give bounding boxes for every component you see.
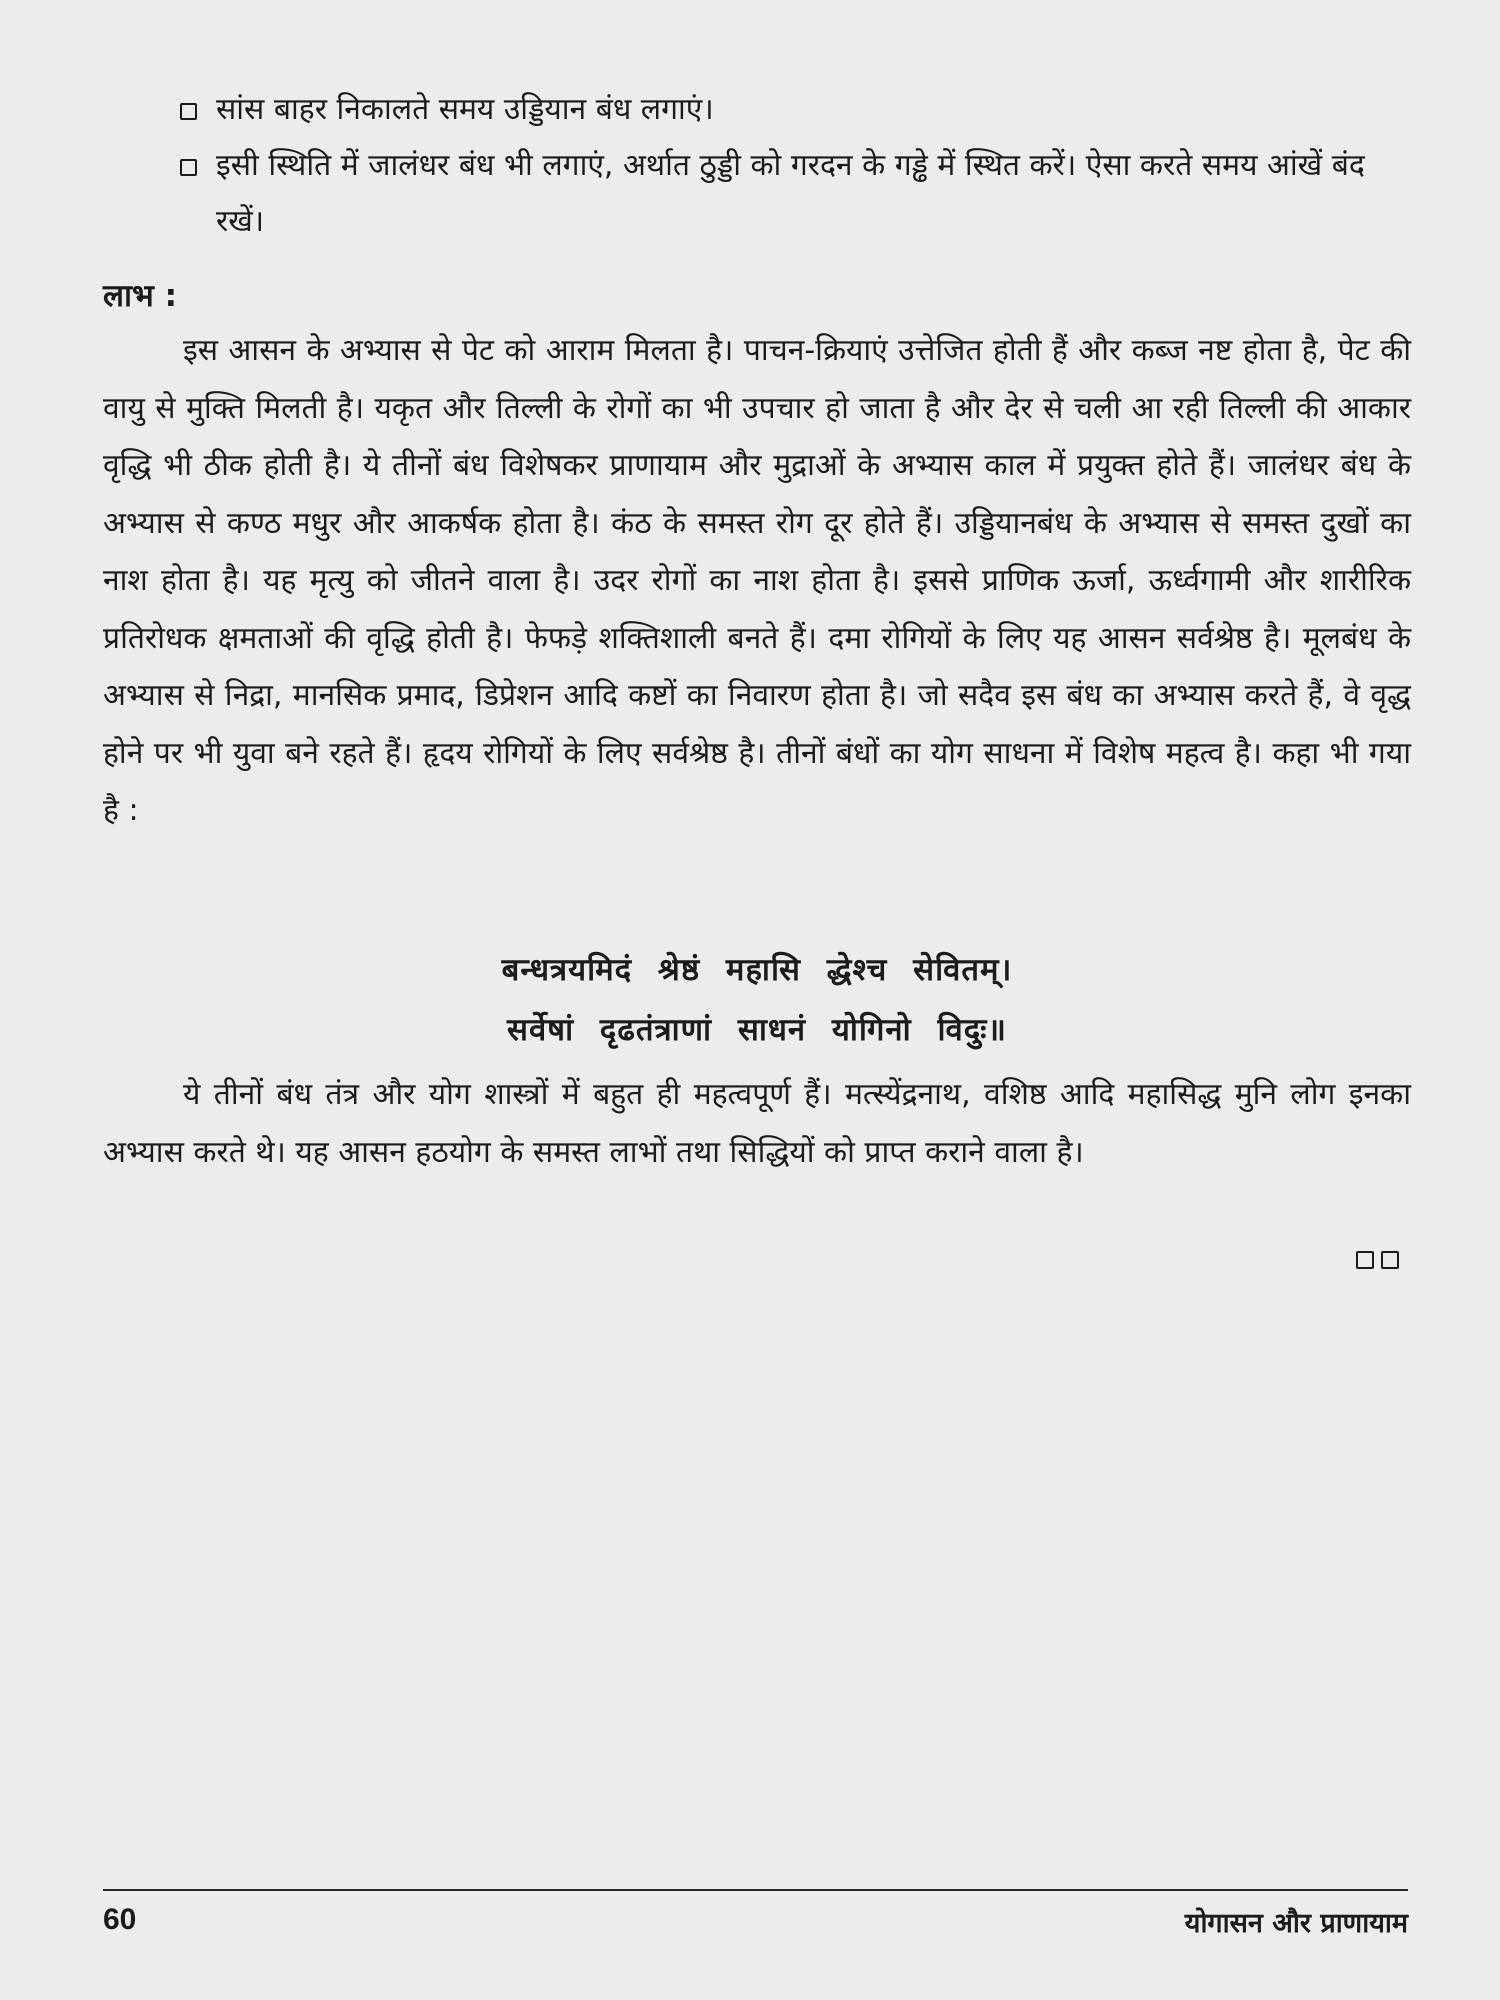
step-text: इसी स्थिति में जालंधर बंध भी लगाएं, अर्थात ठुड्डी को गरदन के गड्ढे में स्थित करें। ऐसा करते समय आंखें बंद रखें। (216, 148, 1365, 239)
step-text: सांस बाहर निकालते समय उड्डियान बंध लगाएं। (216, 92, 714, 127)
steps-list (178, 82, 1413, 250)
closing-paragraph: ये तीनों बंध तंत्र और योग शास्त्रों में बहुत ही महत्वपूर्ण हैं। मत्स्येंद्रनाथ, वशिष्ठ आदि महासिद्ध मुनि लोग इनका अभ्यास करते थे। यह आसन हठयोग के समस्त लाभों तथा सिद्धियों को प्राप्त कराने वाला है। (103, 1077, 1411, 1170)
footer-divider (103, 1889, 1408, 1891)
end-square-icon (1356, 1251, 1374, 1269)
page-number: 60 (103, 1903, 137, 1936)
verse-line-2: सर्वेषां दृढतंत्राणां साधनं योगिनो विदुः॥ (506, 1012, 1007, 1048)
benefits-paragraph: इस आसन के अभ्यास से पेट को आराम मिलता है। पाचन-क्रियाएं उत्तेजित होती हैं और कब्ज नष्ट होता है, पेट की वायु से मुक्ति मिलती है। यकृत और तिल्ली के रोगों का भी उपचार हो जाता है और देर से चली आ रही तिल्ली की आकार वृद्धि भी ठीक होती है। ये तीनों बंध विशेषकर प्राणायाम और मुद्राओं के अभ्यास काल में प्रयुक्त होते हैं। जालंधर बंध के अभ्यास से कण्ठ मधुर और आकर्षक होता है। कंठ के समस्त रोग दूर होते हैं। उड्डियानबंध के अभ्यास से समस्त दुखों का नाश होता है। यह मृत्यु को जीतने वाला है। उदर रोगों का नाश होता है। इससे प्राणिक ऊर्जा, ऊर्ध्वगामी और शारीरिक प्रतिरोधक क्षमताओं की वृद्धि होती है। फेफड़े शक्तिशाली बनते हैं। दमा रोगियों के लिए यह आसन सर्वश्रेष्ठ है। मूलबंध के अभ्यास से निद्रा, मानसिक प्रमाद, डिप्रेशन आदि कष्टों का निवारण होता है। जो सदैव इस बंध का अभ्यास करते हैं, वे वृद्ध होने पर भी युवा बने रहते हैं। हृदय रोगियों के लिए सर्वश्रेष्ठ है। तीनों बंधों का योग साधना में विशेष महत्व है। कहा भी गया है : (103, 333, 1411, 828)
checkbox-bullet-icon (180, 159, 197, 176)
sanskrit-verse (103, 940, 1411, 1060)
checkbox-bullet-icon (180, 103, 197, 120)
section-end-marks (1356, 1251, 1399, 1269)
step-item (178, 82, 1413, 138)
end-square-icon (1381, 1251, 1399, 1269)
verse-line-1: बन्धत्रयमिदं श्रेष्ठं महासि द्धेश्च सेवितम्। (501, 952, 1013, 988)
step-item (178, 138, 1413, 250)
running-book-title: योगासन और प्राणायाम (1184, 1908, 1408, 1939)
benefits-heading: लाभ : (103, 278, 178, 314)
